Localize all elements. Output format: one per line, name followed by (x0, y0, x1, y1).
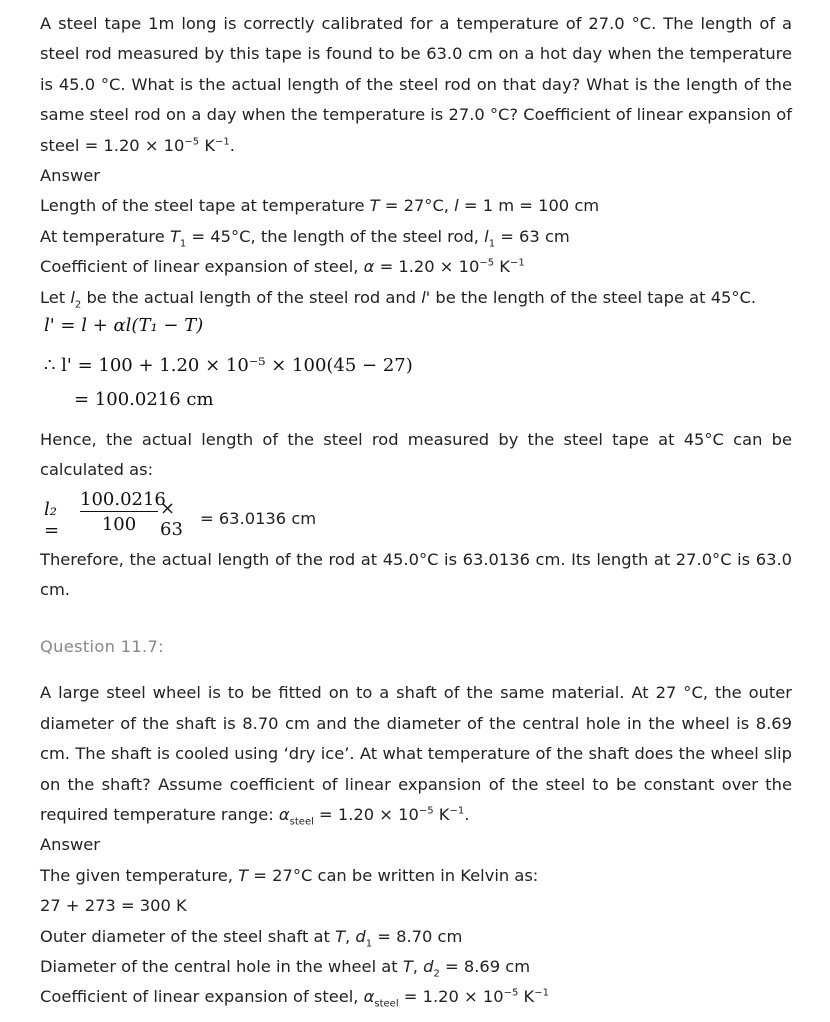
q1-answer-label: Answer (40, 166, 100, 186)
q2-line-1: The given temperature, T = 27°C can be written in Kelvin as: (40, 865, 539, 885)
q2-line-2: 27 + 273 = 300 K (40, 896, 187, 916)
fraction-denominator: 100 (101, 513, 137, 535)
fraction-rhs: × 63 (160, 497, 183, 540)
q1-line-3: Coefficient of linear expansion of steel, $\alpha = 1.20 \times 10^{-5}$ $K^{-1}$ (40, 257, 525, 277)
q2-line-5: Coefficient of linear expansion of steel, $\alpha_{steel} = 1.20 \times 10^{-5}$ $K^{-1}$ (40, 987, 549, 1010)
q1-hence: Hence, the actual length of the steel rod measured by the steel tape at 45°C can be calculated as: (40, 430, 792, 480)
fraction-numerator: 100.0216 (80, 488, 166, 510)
fraction-bar (80, 511, 158, 512)
q1-problem: A steel tape 1m long is correctly calibrated for a temperature of 27.0 °C. The length of a steel rod measured by this tape is found to be 63.0 cm on a hot day when the temperature is 45.0 °C. What is the actual length of the steel rod on that day? What is the length of the same steel rod on a day when the temperature is 27.0 °C? Coefficient of linear expansion of steel = $1.20 \times 10^{-5}$ $K^{-1}$. (40, 14, 792, 155)
fraction-result: = 63.0136 cm (200, 508, 317, 528)
q1-line-4: Let $l_2$ be the actual length of the steel rod and l' be the length of the steel tape at 45°C. (40, 287, 757, 310)
q1-line-2: At temperature $T_1 = 45^\circ C$, the length of the steel rod, $l_1 = 63$ cm (40, 226, 570, 250)
equation-expansion: l' = l + αl(T₁ − T) (44, 315, 204, 337)
fraction-lhs: l₂ = (44, 498, 60, 541)
q2-heading: Question 11.7: (40, 636, 164, 656)
page-content (40, 9, 792, 1013)
equation-result: = 100.0216 cm (74, 389, 214, 411)
equation-substitution: ∴ l' = 100 + 1.20 × 10⁻⁵ × 100(45 − 27) (44, 355, 413, 377)
q1-conclusion: Therefore, the actual length of the rod at 45.0°C is 63.0136 cm. Its length at 27.0°C is 63.0 cm. (40, 549, 792, 600)
q2-problem: A large steel wheel is to be fitted on to a shaft of the same material. At 27 °C, the outer diameter of the shaft is 8.70 cm and the diameter of the central hole in the wheel is 8.69 cm. The shaft is cooled using ‘dry ice’. At what temperature of the shaft does the wheel slip on the shaft? Assume coefficient of linear expansion of the steel to be constant over the required temperature range: $\alpha_{steel} = 1.20 \times 10^{-5}$ $K^{-1}$. (40, 683, 792, 828)
q1-line-1: Length of the steel tape at temperature T = 27°C, l = 1 m = 100 cm (40, 196, 600, 216)
q2-line-3: Outer diameter of the steel shaft at T, $d_1 = 8.70$ cm (40, 926, 463, 949)
fraction-equation (40, 489, 792, 545)
q2-line-4: Diameter of the central hole in the wheel at T, $d_2 = 8.69$ cm (40, 957, 531, 980)
q2-answer-label: Answer (40, 835, 100, 855)
